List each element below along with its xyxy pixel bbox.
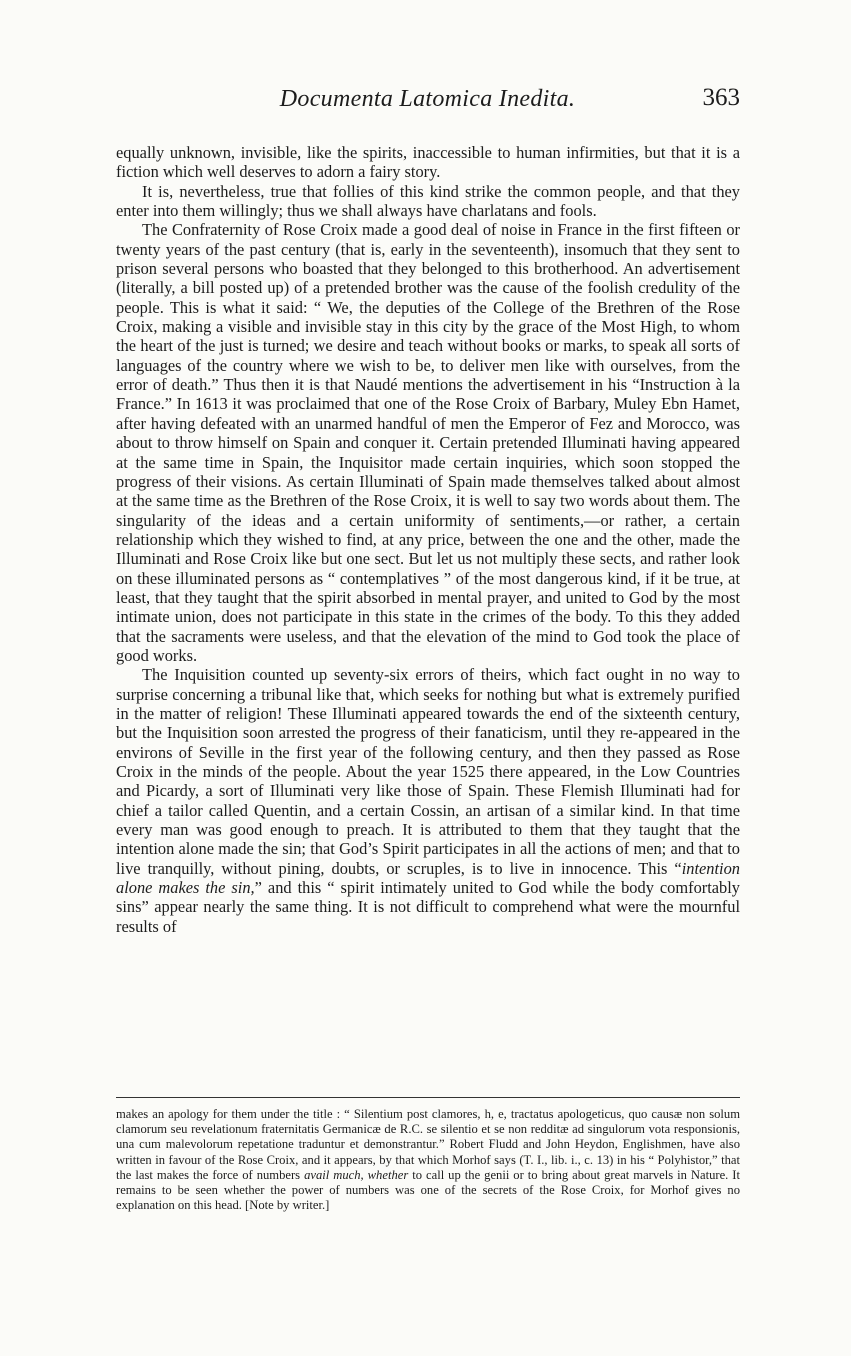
paragraph-3: The Confraternity of Rose Croix made a good deal of noise in France in the first fifteen or twenty years of the past century (that is, early in the seventeenth), insomuch that they sent to prison several persons who boasted that they belonged to this brotherhood. An advertisement (literally, a bill posted up) of a pretended brother was the cause of the foolish credulity of the people. This is what it said: “ We, the deputies of the College of the Brethren of the Rose Croix, making a visible and invisible stay in this city by the grace of the Most High, to whom the heart of the just is turned; we desire and teach without books or marks, to speak all sorts of languages of the country where we wish to be, to deliver men like with ourselves, from the error of death.” Thus then it is that Naudé mentions the advertisement in his “Instruction à la France.” In 1613 it was proclaimed that one of the Rose Croix of Barbary, Muley Ebn Hamet, after having defeated with an unarmed handful of men the Emperor of Fez and Morocco, was about to throw himself on Spain and conquer it. Certain pretended Illuminati having appeared at the same time in Spain, the Inquisitor made certain inquiries, which soon stopped the progress of their visions. As certain Illuminati of Spain made themselves talked about almost at the same time as the Brethren of the Rose Croix, it is well to say two words about them. The singularity of the ideas and a certain uniformity of sentiments,—or rather, a certain relationship which they wished to find, at any price, between the one and the other, made the Illuminati and Rose Croix like but one sect. But let us not multiply these sects, and rather look on these illuminated persons as “ contemplatives ” of the most dangerous kind, if it be true, at least, that they taught that the spirit absorbed in mental prayer, and united to God by the most intimate union, does not participate in this state in the crimes of the body. To this they added that the sacraments were useless, and that the elevation of the mind to God took the place of good works. — [116, 220, 740, 665]
footnote-rule — [116, 1097, 740, 1098]
paragraph-1: equally unknown, invisible, like the spirits, inaccessible to human infirmities, but that it is a fiction which well deserves to adorn a fairy story. — [116, 143, 740, 182]
footnote-part-b: to call up the genii or to bring about great marvels in Nature. It remains to be seen whether the power of numbers was one of the secrets of the Rose Croix, for Morhof gives no explanation on this head. [Note by writer.] — [116, 1167, 741, 1213]
paragraph-4-part-b: ” and this “ spirit intimately united to God while the body comfortably sins” appear nearly the same thing. It is not difficult to comprehend what were the mournful results of — [116, 878, 740, 936]
page-header — [115, 82, 740, 122]
paragraph-4-part-a: The Inquisition counted up seventy-six errors of theirs, which fact ought in no way to surprise concerning a tribunal like that, which seeks for nothing but what is extremely purified in the matter of religion! These Illuminati appeared towards the end of the sixteenth century, but the Inquisition soon arrested the progress of their fanaticism, until they re-appeared in the environs of Seville in the first year of the following century, and then they passed as Rose Croix in the minds of the people. About the year 1525 there appeared, in the Low Countries and Picardy, a sort of Illuminati very like those of Spain. These Flemish Illuminati had for chief a tailor called Quentin, and a certain Cossin, an artisan of a similar kind. In that time every man was good enough to preach. It is attributed to them that they taught that the intention alone made the sin; that God’s Spirit participates in all the actions of men; and that to live tranquilly, without pining, doubts, or scruples, is to live in innocence. This “ — [116, 665, 740, 878]
paragraph-2: It is, nevertheless, true that follies of this kind strike the common people, and that they enter into them willingly; thus we shall always have charlatans and fools. — [116, 181, 740, 221]
paragraph-4-italic-phrase: intention alone makes the sin, — [116, 858, 740, 898]
paragraph-4 — [116, 665, 740, 936]
footnote-part-a: makes an apology for them under the title : “ Silentium post clamores, h, e, tractatus apologeticus, quo causæ non solum clamorum seu revelationum fraternitatis Germanicæ de R.C. se silentio et se non redditæ ad singulorum vota responsionis, una cum malevolorum repetatione traduntur et demonstrantur.” Robert Fludd and John Heydon, Englishmen, have also written in favour of the Rose Croix, and it appears, by that which Morhof says (T. I., lib. i., c. 13) in his “ Polyhistor,” that the last makes the force of numbers — [116, 1107, 740, 1182]
footnote-italic-phrase: avail much, whether — [304, 1167, 409, 1182]
running-title: Documenta Latomica Inedita. — [279, 86, 576, 112]
body-text — [116, 143, 740, 936]
page-number: 363 — [702, 84, 740, 111]
footnote — [116, 1107, 740, 1213]
footnote-paragraph — [116, 1107, 740, 1213]
